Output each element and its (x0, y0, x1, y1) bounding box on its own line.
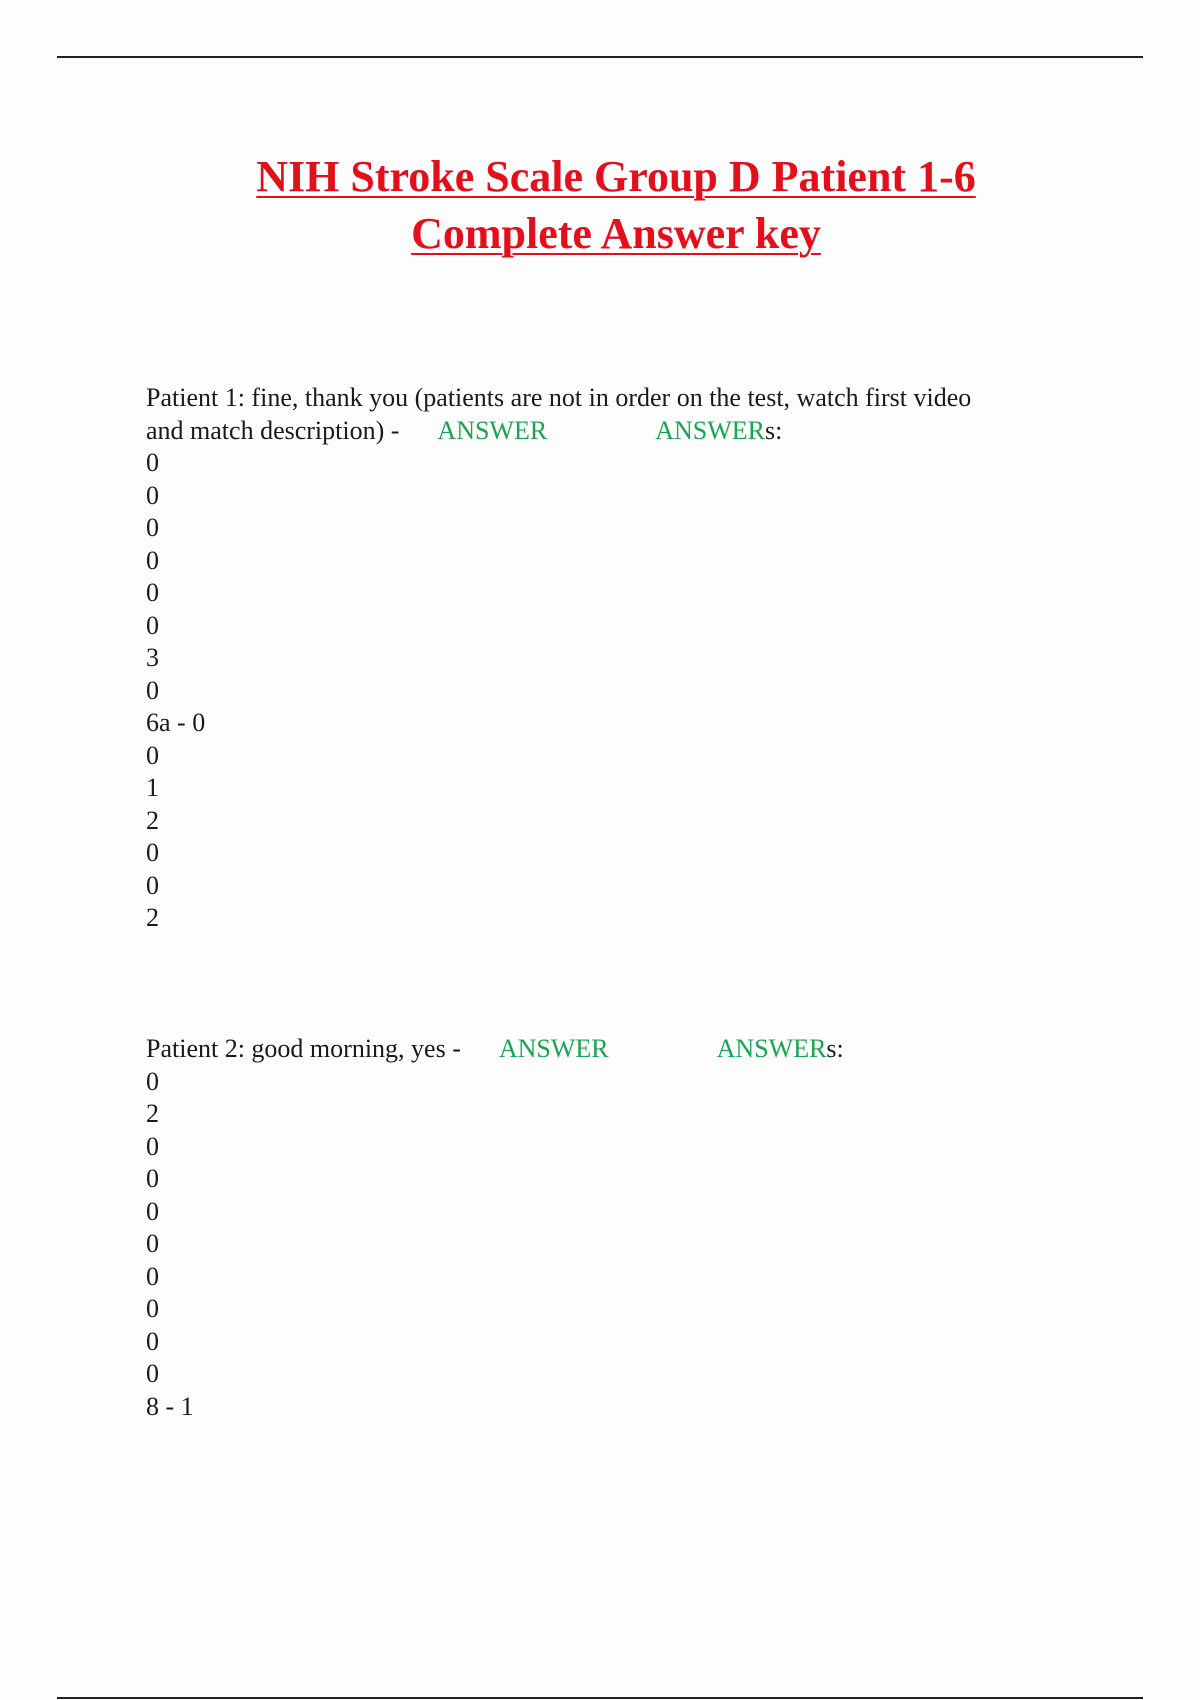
value-item: 0 (146, 1164, 159, 1193)
value-item: 0 (146, 578, 159, 607)
answers-label: ANSWER (716, 1034, 827, 1063)
patient-1-values (146, 447, 1066, 935)
bottom-rule (57, 1697, 1143, 1699)
patient-1-intro-text: and match description) - (146, 415, 400, 445)
value-item: 3 (146, 643, 159, 672)
patient-2-values (146, 1066, 1066, 1424)
value-item: 0 (146, 1294, 159, 1323)
value-item: 2 (146, 1099, 159, 1128)
value-item: 0 (146, 740, 159, 770)
value-item: 0 (146, 1196, 159, 1226)
value-item: 1 (146, 773, 159, 802)
value-item: 8 - 1 (146, 1391, 194, 1421)
value-item: 0 (146, 545, 159, 575)
value-item: 0 (146, 1359, 159, 1388)
answer-label: ANSWER (437, 415, 548, 445)
title-line-1: NIH Stroke Scale Group D Patient 1-6 (256, 152, 976, 201)
top-rule (57, 56, 1143, 58)
value-item: 2 (146, 805, 159, 835)
value-item: 0 (146, 513, 159, 542)
answer-label: ANSWER (498, 1034, 609, 1063)
answers-suffix: s: (826, 1034, 844, 1063)
document-title (0, 148, 1200, 262)
patient-1-intro-line-2 (146, 415, 1066, 448)
value-item: 0 (146, 610, 159, 640)
patient-1-section (146, 382, 1066, 935)
answers-suffix: s: (764, 415, 783, 445)
patient-2-intro-line-1 (146, 1033, 1066, 1066)
value-item: 0 (146, 870, 159, 900)
patient-2-intro-text: Patient 2: good morning, yes - (146, 1034, 461, 1063)
value-item: 0 (146, 675, 159, 705)
value-item: 0 (146, 838, 159, 867)
value-item: 0 (146, 448, 159, 477)
value-item: 0 (146, 1131, 159, 1161)
value-item: 2 (146, 903, 159, 932)
value-item: 6a - 0 (146, 708, 206, 737)
value-item: 0 (146, 1066, 159, 1096)
value-item: 0 (146, 480, 159, 510)
value-item: 0 (146, 1326, 159, 1356)
patient-2-section (146, 1033, 1066, 1423)
value-item: 0 (146, 1261, 159, 1291)
value-item: 0 (146, 1229, 159, 1258)
title-line-2: Complete Answer key (411, 209, 821, 258)
answers-label: ANSWER (655, 415, 765, 445)
patient-1-intro-line-1: Patient 1: fine, thank you (patients are not in order on the test, watch first video (146, 383, 972, 412)
